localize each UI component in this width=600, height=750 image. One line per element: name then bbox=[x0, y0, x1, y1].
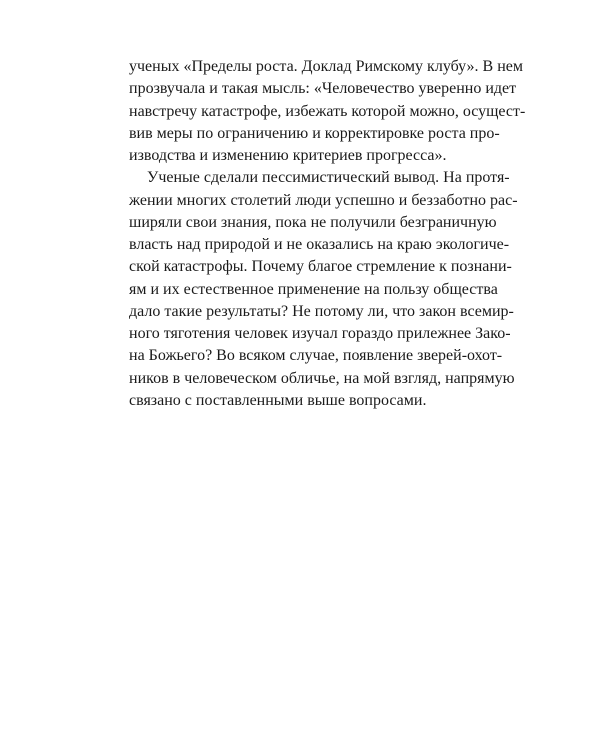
text-line: ширяли свои знания, пока не получили безграничную bbox=[129, 213, 497, 231]
text-line: ям и их естественное применение на пользу общества bbox=[129, 280, 498, 298]
text-line: ученых «Пределы роста. Доклад Римскому клубу». В нем bbox=[129, 58, 523, 75]
text-line: на Божьего? Во всяком случае, появление зверей-охот- bbox=[129, 347, 503, 365]
body-text bbox=[129, 56, 526, 412]
paragraph-2 bbox=[129, 167, 518, 412]
text-line: ного тяготения человек изучал гораздо прилежнее Зако- bbox=[129, 325, 511, 342]
paragraph-1 bbox=[129, 56, 526, 167]
text-line: ников в человеческом обличье, на мой взгляд, напрямую bbox=[129, 369, 515, 387]
text-line: ской катастрофы. Почему благое стремление к познани- bbox=[129, 258, 512, 276]
text-line: связано с поставленными выше вопросами. bbox=[129, 391, 427, 409]
text-line: дало такие результаты? Не потому ли, что закон всемир- bbox=[129, 302, 514, 320]
text-line: власть над природой и не оказались на краю экологиче- bbox=[129, 236, 510, 253]
text-line: жении многих столетий люди успешно и беззаботно рас- bbox=[129, 191, 518, 209]
text-line: изводства и изменению критериев прогресса». bbox=[129, 147, 447, 164]
text-line: прозвучала и такая мысль: «Человечество уверенно идет bbox=[129, 80, 517, 98]
text-line: Ученые сделали пессимистический вывод. На протя- bbox=[147, 169, 510, 187]
text-line: навстречу катастрофе, избежать которой можно, осущест- bbox=[129, 102, 526, 120]
text-line: вив меры по ограничению и корректировке роста про- bbox=[129, 124, 500, 142]
